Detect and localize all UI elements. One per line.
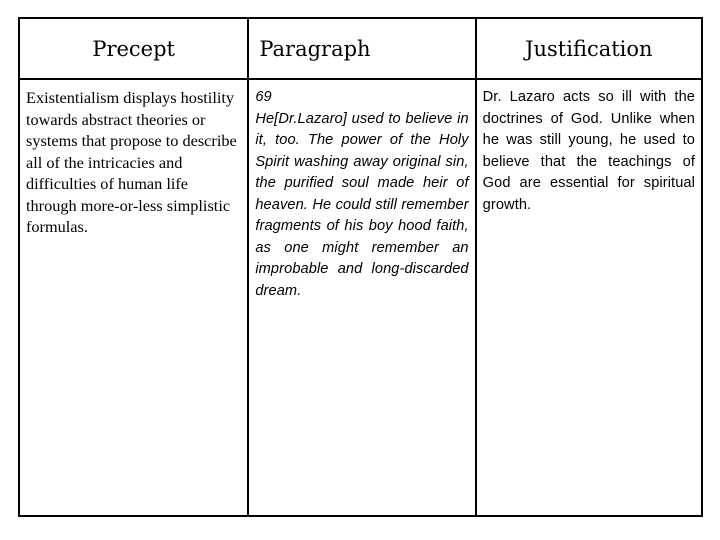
paragraph-cell — [248, 79, 475, 516]
paragraph-number: 69 — [255, 89, 272, 105]
paragraph-text: He[Dr.Lazaro] used to believe in it, too. The power of the Holy Spirit washing away original sin, the purified soul made heir of heaven. He could still remember fragments of his boy hood faith, as one might remember an improbable and long-discarded dream. — [255, 110, 469, 299]
precept-cell: Existentialism displays hostility towards abstract theories or systems that propose to describe all of the intricacies and difficulties of human life through more-or-less simplistic formulas. — [19, 79, 248, 516]
justification-cell: Dr. Lazaro acts so ill with the doctrines of God. Unlike when he was still young, he used to believe that the teachings of God are essential for spiritual growth. — [476, 79, 702, 516]
precept-table — [18, 17, 703, 517]
table-row — [19, 79, 702, 516]
header-row — [19, 18, 702, 79]
header-paragraph: Paragraph — [248, 18, 475, 79]
header-justification: Justification — [476, 18, 702, 79]
header-precept: Precept — [19, 18, 248, 79]
